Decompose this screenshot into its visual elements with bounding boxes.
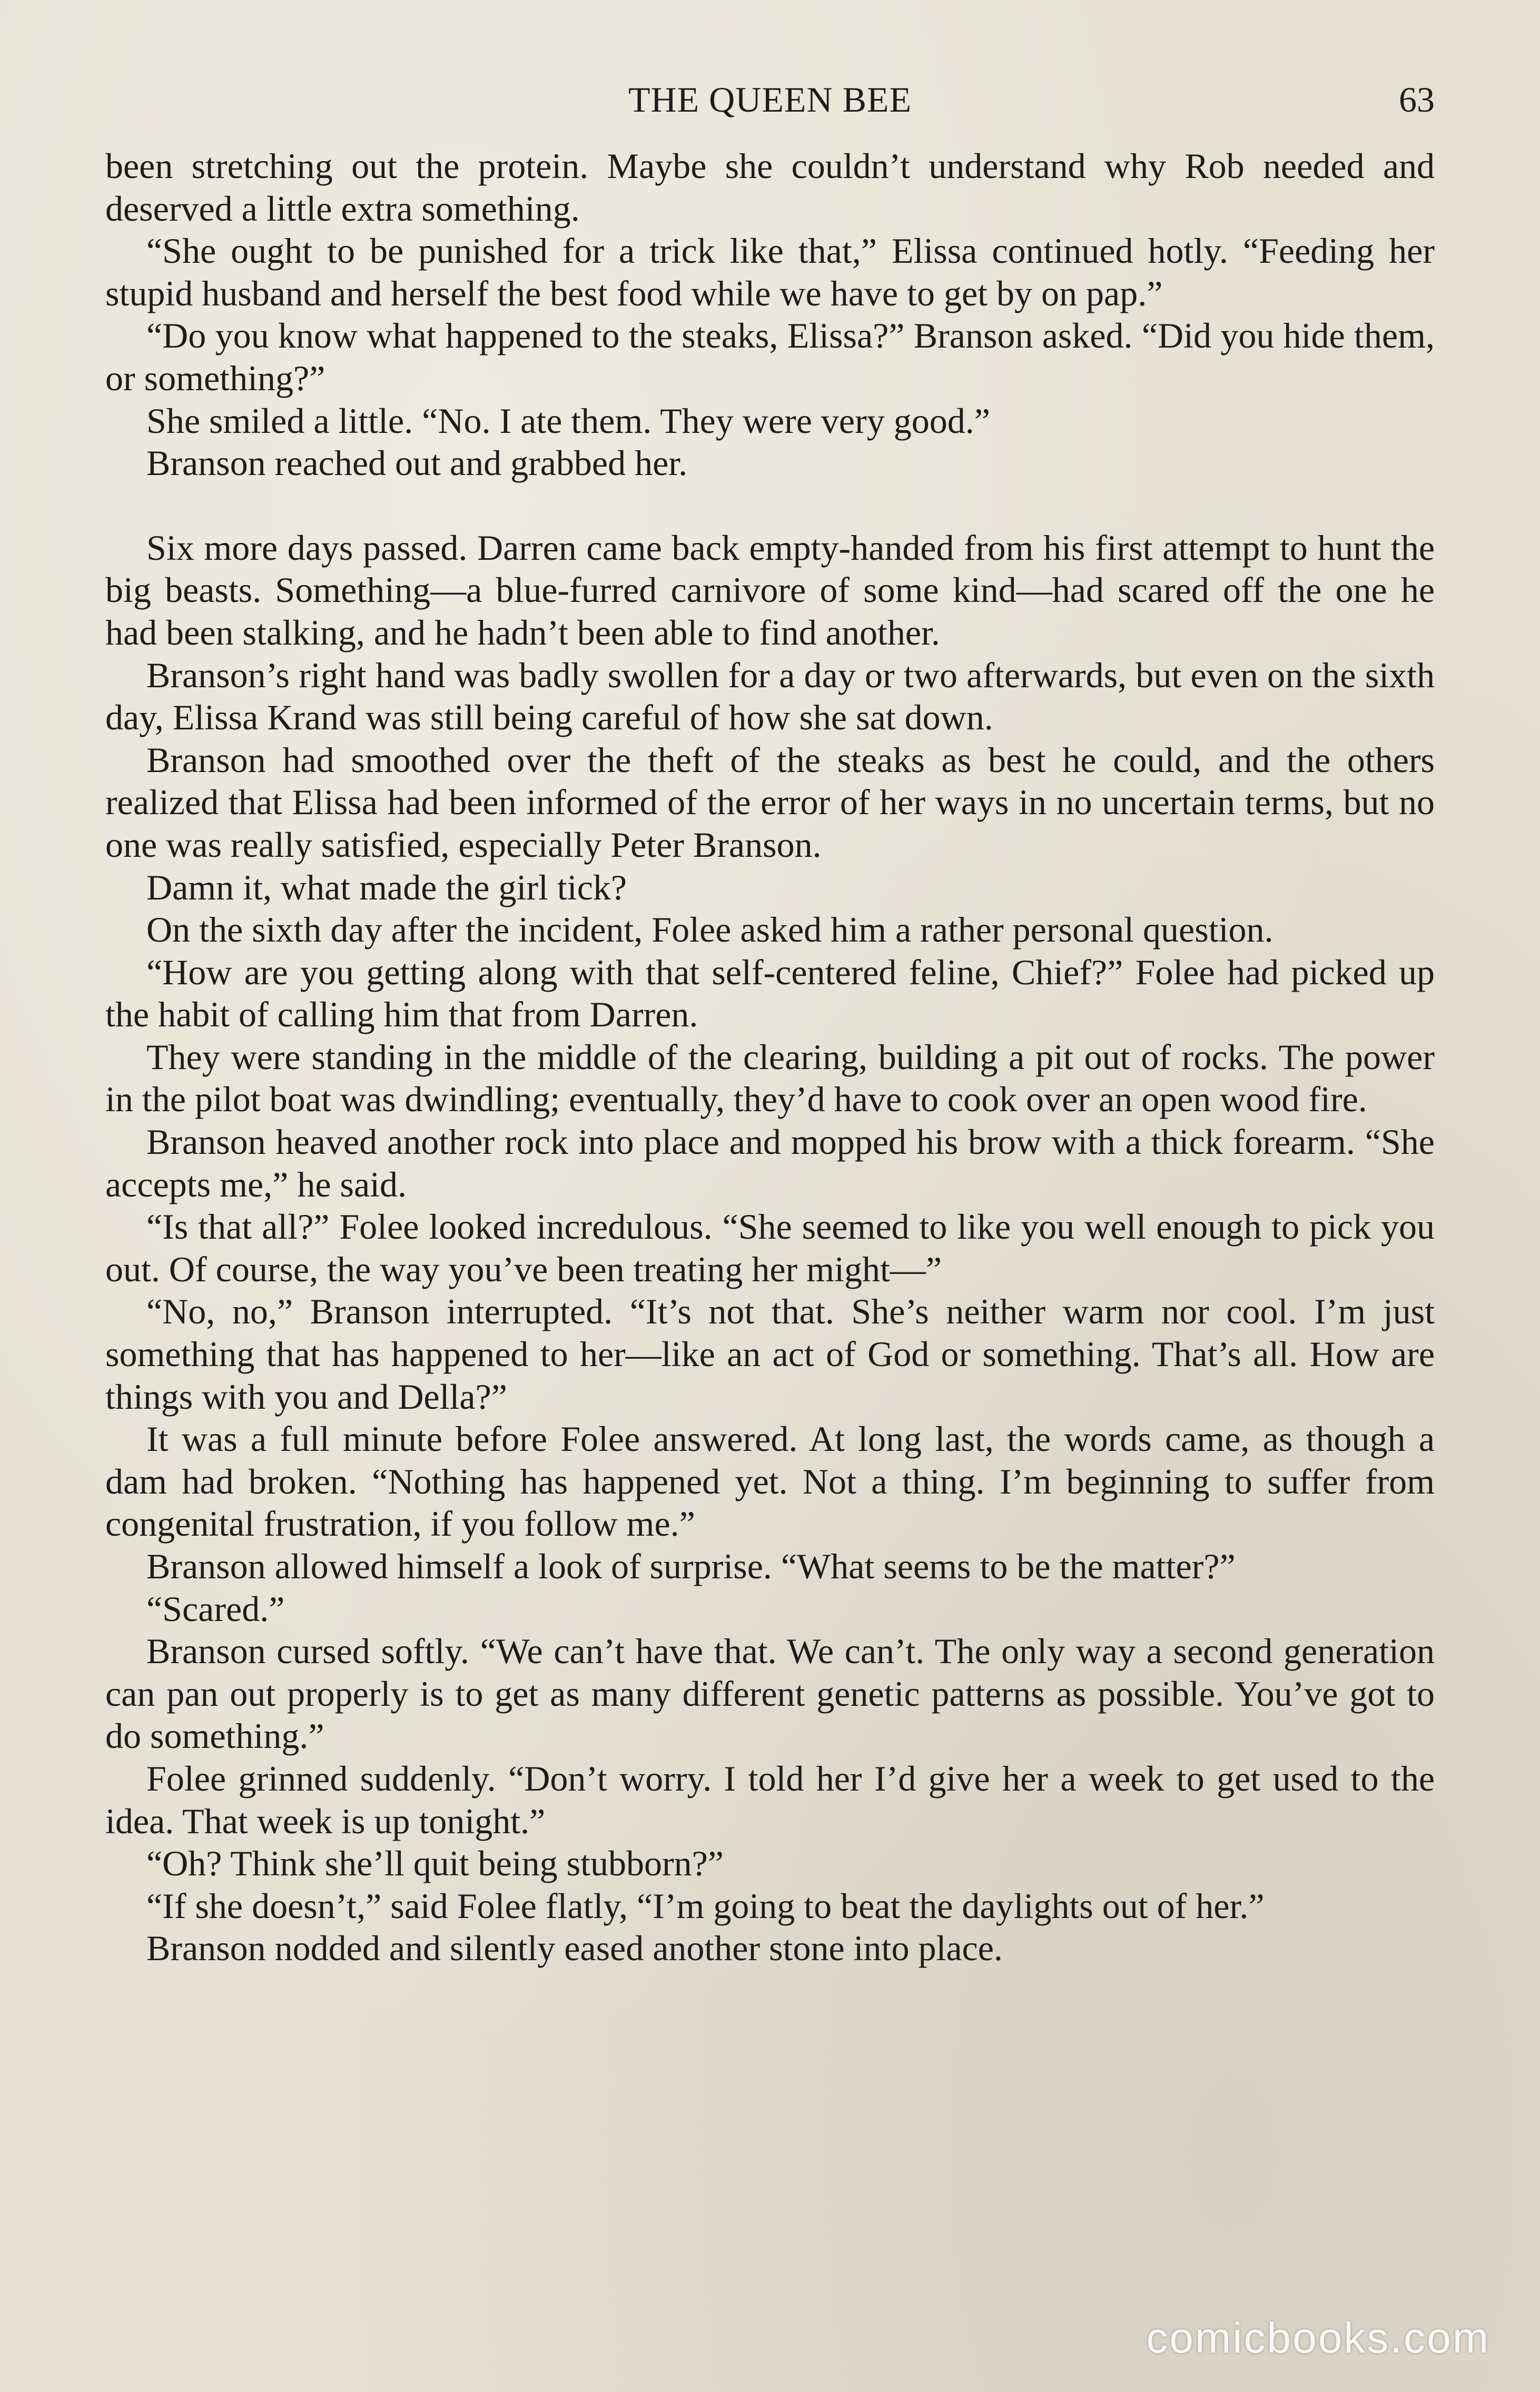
watermark-logo: comicbooks.com — [1146, 2314, 1490, 2362]
paragraph: It was a full minute before Folee answered. At long last, the words came, as though a dam had broken. “Nothing has happened yet. Not a thing. I’m beginning to suffer from congenital frustration, if you follow me.” — [105, 1419, 1435, 1544]
paragraph: Branson heaved another rock into place and mopped his brow with a thick forearm. “She accepts me,” he said. — [105, 1122, 1435, 1204]
paragraph: “Scared.” — [146, 1588, 285, 1629]
paragraph: “If she doesn’t,” said Folee flatly, “I’m going to beat the daylights out of her.” — [146, 1885, 1265, 1926]
paragraph: Branson cursed softly. “We can’t have that. We can’t. The only way a second generation can pan out properly is to get as many different genetic patterns as possible. You’ve got to do something.” — [105, 1631, 1435, 1756]
paragraph: Damn it, what made the girl tick? — [146, 867, 627, 907]
body-text — [105, 145, 1435, 1970]
paragraph: been stretching out the protein. Maybe she couldn’t understand why Rob needed and deserved a little extra something. — [105, 146, 1435, 229]
paragraph: Folee grinned suddenly. “Don’t worry. I told her I’d give her a week to get used to the idea. That week is up tonight.” — [105, 1758, 1435, 1841]
running-title: THE QUEEN BEE — [628, 80, 912, 120]
paragraph: “No, no,” Branson interrupted. “It’s not that. She’s neither warm nor cool. I’m just something that has happened to her—like an act of God or something. That’s all. How are things with you and Della?” — [105, 1291, 1435, 1417]
paragraph: Branson’s right hand was badly swollen for a day or two afterwards, but even on the sixth day, Elissa Krand was still being careful of how she sat down. — [105, 655, 1435, 738]
page-number: 63 — [1399, 80, 1435, 120]
paragraph: Branson allowed himself a look of surprise. “What seems to be the matter?” — [146, 1546, 1236, 1586]
page-header — [105, 79, 1435, 126]
paragraph: Branson reached out and grabbed her. — [146, 443, 688, 483]
paragraph: She smiled a little. “No. I ate them. They were very good.” — [146, 400, 990, 441]
paragraph: “She ought to be punished for a trick like that,” Elissa continued hotly. “Feeding her stupid husband and herself the best food while we have to get by on pap.” — [105, 231, 1435, 313]
paragraph: “How are you getting along with that self-centered feline, Chief?” Folee had picked up the habit of calling him that from Darren. — [105, 952, 1435, 1035]
paragraph: On the sixth day after the incident, Folee asked him a rather personal question. — [146, 910, 1274, 950]
paragraph: Six more days passed. Darren came back empty-handed from his first attempt to hunt the big beasts. Something—a blue-furred carnivore of some kind—had scared off the one he had been stalking, and he hadn’t been able to find another. — [105, 527, 1435, 653]
paragraph: “Do you know what happened to the steaks, Elissa?” Branson asked. “Did you hide them, or something?” — [105, 315, 1435, 398]
paragraph: “Oh? Think she’ll quit being stubborn?” — [146, 1843, 724, 1884]
paragraph: Branson nodded and silently eased another stone into place. — [146, 1928, 1003, 1969]
paragraph: “Is that all?” Folee looked incredulous. “She seemed to like you well enough to pick you out. Of course, the way you’ve been treating her might—” — [105, 1207, 1435, 1289]
paragraph: Branson had smoothed over the theft of the steaks as best he could, and the others realized that Elissa had been informed of the error of her ways in no uncertain terms, but no one was really satisfied, especially Peter Branson. — [105, 739, 1435, 865]
paragraph: They were standing in the middle of the clearing, building a pit out of rocks. The power in the pilot boat was dwindling; eventually, they’d have to cook over an open wood fire. — [105, 1036, 1435, 1120]
